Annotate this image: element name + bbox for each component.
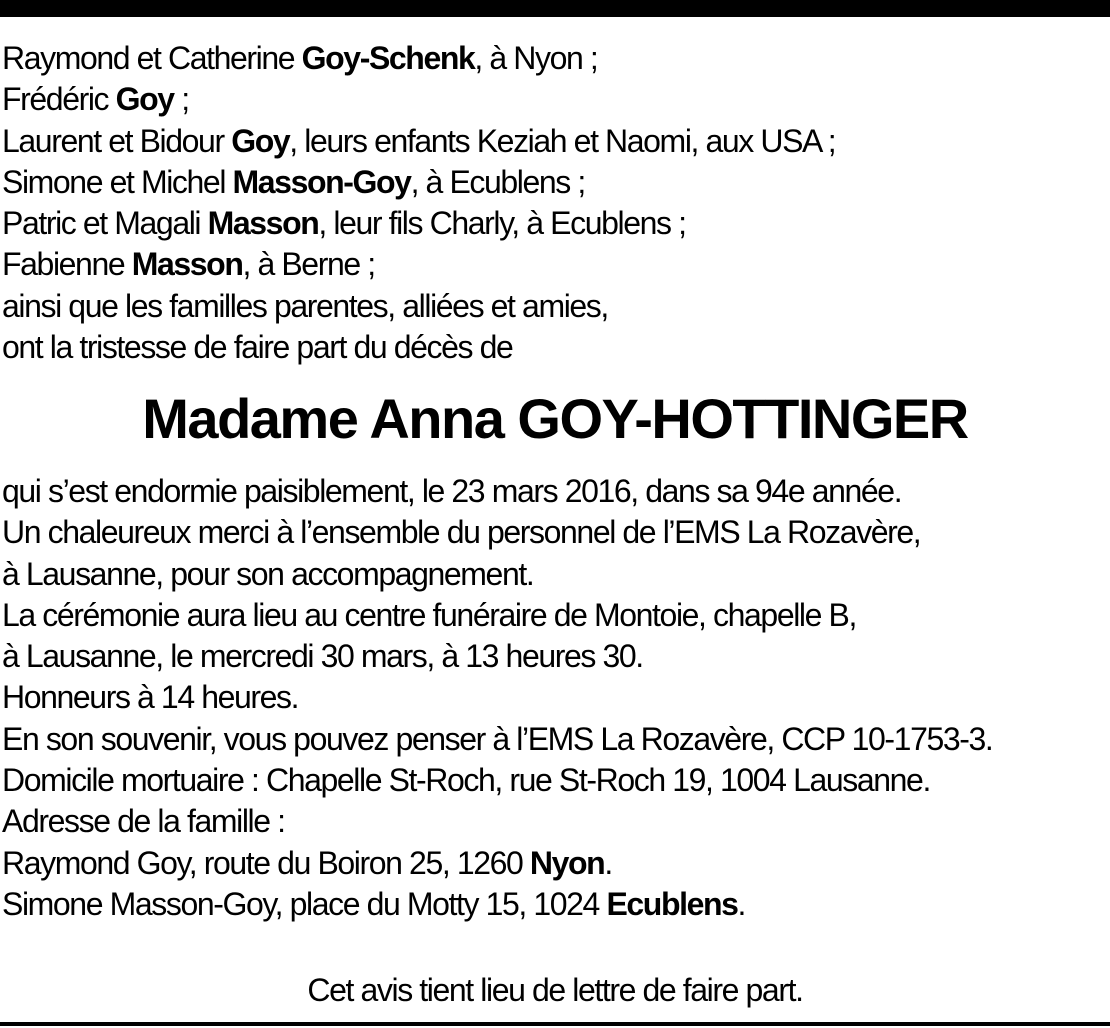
family-line: [2, 79, 1108, 120]
body-line: [2, 801, 1108, 842]
closing-note: Cet avis tient lieu de lettre de faire part.: [307, 972, 803, 1008]
body-line-text: En son souvenir, vous pouvez penser à l’EMS La Rozavère, CCP 10-1753-3.: [2, 720, 993, 757]
family-line: [2, 286, 1108, 327]
family-surname: Goy: [115, 81, 174, 118]
body-line-bold: Ecublens: [606, 885, 738, 922]
family-surname: Masson: [131, 246, 243, 283]
family-line: [2, 203, 1108, 244]
body-line-text: Domicile mortuaire : Chapelle St-Roch, rue St-Roch 19, 1004 Lausanne.: [2, 762, 930, 799]
family-list: [2, 38, 1108, 368]
family-line-text: Laurent et Bidour: [2, 122, 232, 159]
body-line-text: Un chaleureux merci à l’ensemble du personnel de l’EMS La Rozavère,: [2, 514, 921, 551]
body-line: [2, 512, 1108, 553]
family-line-text: Fabienne: [2, 246, 132, 283]
family-line-suffix: , leur fils Charly, à Ecublens ;: [318, 205, 686, 242]
family-line-suffix: , à Ecublens ;: [410, 163, 585, 200]
body-line-text: La cérémonie aura lieu au centre funéraire de Montoie, chapelle B,: [2, 596, 856, 633]
family-line-text: Frédéric: [2, 81, 116, 118]
family-line-suffix: , à Berne ;: [242, 246, 375, 283]
family-line-suffix: , à Nyon ;: [474, 40, 598, 76]
body-line: [2, 884, 1108, 925]
family-line: [2, 38, 1108, 79]
family-line-text: Raymond et Catherine: [2, 40, 302, 76]
body-line-text: Adresse de la famille :: [2, 803, 285, 840]
family-line-suffix: ;: [173, 81, 189, 118]
body-line-text: à Lausanne, le mercredi 30 mars, à 13 heures 30.: [2, 638, 643, 675]
family-line-text: ont la tristesse de faire part du décès de: [2, 329, 513, 366]
family-line: [2, 162, 1108, 203]
body-line: [2, 719, 1108, 760]
body-line-suffix: .: [737, 885, 746, 922]
family-surname: Goy-Schenk: [301, 40, 475, 76]
family-surname: Goy: [231, 122, 290, 159]
body-line: [2, 636, 1108, 677]
family-line-suffix: , leurs enfants Keziah et Naomi, aux USA ;: [289, 122, 836, 159]
family-line-text: ainsi que les familles parentes, alliées et amies,: [2, 287, 608, 324]
body-line-text: à Lausanne, pour son accompagnement.: [2, 555, 534, 592]
body-line: [2, 595, 1108, 636]
body-line: [2, 760, 1108, 801]
body-line-suffix: .: [604, 844, 612, 881]
family-line: [2, 121, 1108, 162]
bottom-rule: [0, 1022, 1110, 1026]
body-line-text: qui s’est endormie paisiblement, le 23 mars 2016, dans sa 94e année.: [2, 473, 902, 509]
family-line-text: Patric et Magali: [2, 205, 208, 242]
body-line: [2, 554, 1108, 595]
body-line: [2, 843, 1108, 884]
family-line-text: Simone et Michel: [2, 163, 233, 200]
body-line: [2, 677, 1108, 718]
body-line-bold: Nyon: [529, 844, 605, 881]
deceased-name: Madame Anna GOY-HOTTINGER: [142, 387, 968, 450]
family-line: [2, 327, 1108, 368]
notice-body: [2, 471, 1108, 925]
family-surname: Masson-Goy: [232, 163, 411, 200]
family-surname: Masson: [207, 205, 319, 242]
body-line: [2, 471, 1108, 512]
top-rule: [0, 0, 1110, 17]
body-line-text: Raymond Goy, route du Boiron 25, 1260: [2, 844, 530, 881]
family-line: [2, 244, 1108, 285]
body-line-text: Honneurs à 14 heures.: [2, 679, 299, 716]
body-line-text: Simone Masson-Goy, place du Motty 15, 1024: [2, 885, 607, 922]
